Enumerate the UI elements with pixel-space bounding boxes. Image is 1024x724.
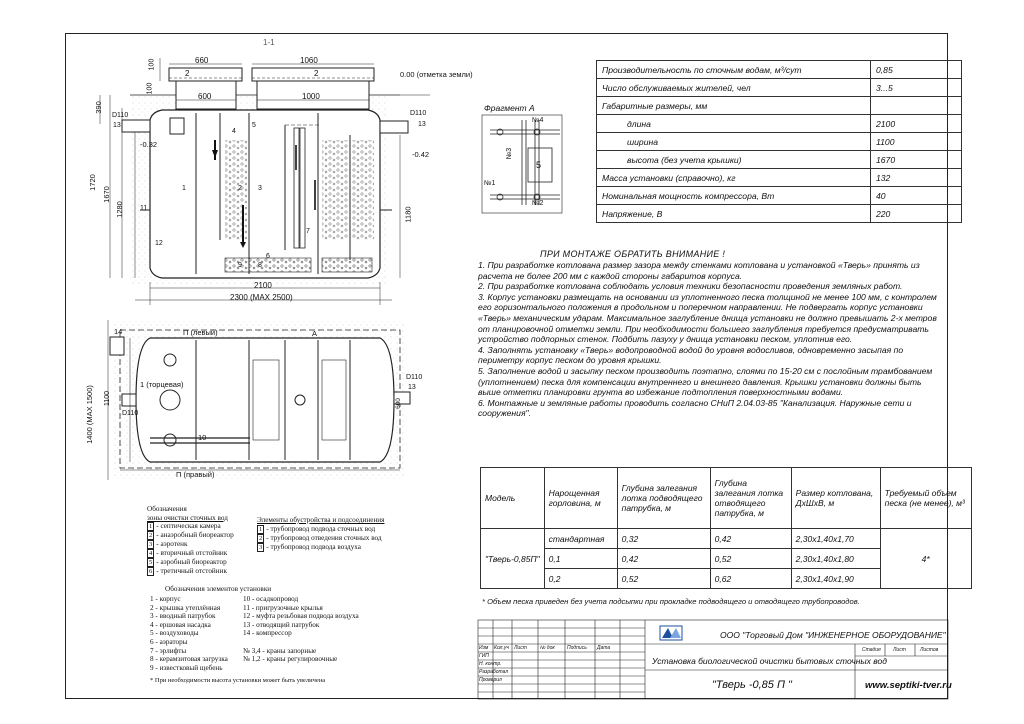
fragment-valve-2: №2 (532, 200, 544, 207)
n13-left: 13 (113, 122, 121, 129)
plan-w1100: 1100 (104, 390, 112, 407)
spec-row (597, 151, 962, 169)
legend-item (147, 531, 234, 540)
company-logo (660, 626, 682, 640)
compressor-box (110, 337, 124, 355)
spec-name: Масса установки (справочно), кг (597, 169, 871, 187)
section-label: 1-1 (263, 38, 275, 47)
lid-label-left: 2 (185, 69, 190, 78)
legend-number-box: 2 (149, 532, 153, 540)
legend-number-box: 3 (149, 541, 153, 549)
legend-element-item: 12 - муфта резьбовая подвода воздуха (243, 612, 359, 621)
part-11: 11 (140, 205, 148, 212)
legend-pipes (257, 516, 384, 552)
legend-element-item: 6 - аэраторы (150, 637, 188, 646)
legend-item (257, 543, 384, 552)
models-footnote: * Объем песка приведен без учета подсыпки при прокладке подводящего и отводящего трубопроводов. (482, 597, 860, 606)
dim-1280: 1280 (114, 201, 124, 218)
dim-1670: 1670 (101, 186, 111, 203)
models-header-neck: Нарощенная горловина, м (544, 468, 617, 529)
part-6: 6 (266, 253, 270, 260)
models-neck: 0,2 (544, 569, 617, 589)
tb-role-nkontr: Н. контр. (479, 661, 502, 667)
fragment-a-pipes (490, 120, 560, 205)
part-1: 1 (182, 185, 186, 192)
models-header-sand: Требуемый объем песка (не менее), м³ (880, 468, 971, 529)
n13-right: 13 (418, 121, 426, 128)
legend-number-box: 2 (259, 534, 263, 542)
plan-left-wall: П (левый) (183, 328, 218, 337)
spec-row (597, 169, 962, 187)
legend-element-item: 7 - эрлифты (150, 646, 187, 655)
legend-element-item: 1 - корпус (150, 595, 181, 603)
spec-value (871, 97, 962, 115)
models-pit: 2,30х1,40х1,80 (791, 549, 880, 569)
legend-element-item: 10 - осадкопровод (243, 595, 299, 603)
d110-left: D110 (112, 112, 129, 119)
spec-name: высота (без учета крышки) (597, 151, 871, 169)
part-2: 2 (238, 185, 242, 192)
models-outlet: 0,42 (710, 529, 791, 549)
dim-390: 390 (93, 101, 103, 114)
spec-row (597, 97, 962, 115)
dim-660: 660 (195, 56, 209, 65)
note-item: 1. При разработке котлована размер зазора между стенками котлована и установкой «Тверь» принять из расчета не более 200 мм с каждой стороны габаритов корпуса. (478, 260, 920, 281)
legend-elements-title: Обозначения элементов установки (165, 585, 272, 593)
tb-col-date: Дата (597, 645, 611, 651)
spec-table (596, 60, 962, 223)
legend-item-text: - трубопровод подвода воздуха (266, 542, 361, 551)
spec-row (597, 61, 962, 79)
website-link[interactable]: www.septiki-tver.ru (865, 680, 952, 691)
legend-item (257, 525, 384, 534)
plan-d110-left: D110 (122, 410, 139, 417)
legend-element-item: № 1,2 - краны регулировочные (243, 655, 338, 664)
legend-pipes-title: Элементы обустройства и подсоединения (257, 516, 385, 524)
legend-item (147, 567, 234, 576)
part-5: 5 (252, 122, 256, 129)
dim-1180: 1180 (403, 206, 413, 223)
legend-title: Обозначения (147, 505, 187, 513)
models-model-name: "Тверь-0,85П" (481, 529, 545, 589)
notes-title: ПРИ МОНТАЖЕ ОБРАТИТЬ ВНИМАНИЕ ! (540, 249, 726, 259)
spec-value: 132 (871, 169, 962, 187)
dim-2100: 2100 (254, 281, 272, 290)
plan-n10: 10 (198, 433, 207, 442)
spec-name: Число обслуживаемых жителей, чел (597, 79, 871, 97)
tb-role-gip: ГИП (479, 653, 489, 659)
legend-number-box: 1 (259, 525, 263, 533)
tb-sheets: Листов (920, 647, 939, 653)
note-item: 6. Монтажные и земляные работы проводить согласно СНиП 2.04.03-85 "Канализация. Наружные сети и сооружения". (478, 397, 912, 419)
drawing-description: Установка биологической очистки бытовых сточных вод (652, 656, 887, 666)
tb-col-izm: Изм (479, 645, 489, 651)
legend-zones (147, 505, 234, 576)
part-12: 12 (155, 240, 163, 247)
models-header-inlet: Глубина залегания лотка подводящего патрубка, м (617, 468, 710, 529)
model-title: "Тверь -0,85 П " (712, 679, 792, 691)
models-pit: 2,30х1,40х1,70 (791, 529, 880, 549)
spec-value: 2100 (871, 115, 962, 133)
spec-row (597, 115, 962, 133)
spec-value: 1670 (871, 151, 962, 169)
models-inlet: 0,52 (617, 569, 710, 589)
tb-sheet: Лист (893, 647, 906, 653)
note-item: 2. При разработке котлована соблюдать условия техники безопасности проведения земляных работ. (478, 281, 903, 292)
legend-item-text: - анаэробный биореактор (156, 531, 234, 540)
spec-row (597, 205, 962, 223)
legend-element-item: 14 - компрессор (243, 629, 292, 638)
models-sand: 4* (880, 529, 971, 589)
dim-100-mid: 100 (146, 82, 154, 95)
legend-item (257, 534, 384, 543)
inlet-pipe (122, 120, 150, 132)
tb-col-doc: № док (540, 645, 555, 651)
spec-value: 3...5 (871, 79, 962, 97)
tb-role-prov: Проверил (479, 677, 502, 683)
spec-name: длина (597, 115, 871, 133)
spec-name: Габаритные размеры, мм (597, 97, 871, 115)
spec-value: 40 (871, 187, 962, 205)
models-inlet: 0,32 (617, 529, 710, 549)
spec-name: Номинальная мощность компрессора, Вт (597, 187, 871, 205)
plan-d110-right: D110 (406, 374, 423, 381)
installation-notes (478, 260, 943, 419)
models-inlet: 0,42 (617, 549, 710, 569)
mark-042: -0.42 (412, 150, 430, 159)
lid-right (252, 68, 374, 81)
legend-item-text: - трубопровод подвода сточных вод (266, 524, 376, 533)
spec-name: ширина (597, 133, 871, 151)
tb-col-list: Лист (514, 645, 527, 651)
legend-item-text: - септическая камера (156, 522, 221, 531)
legend-element-item: 4 - ершовая насадка (150, 620, 211, 629)
dim-2300: 2300 (MAX 2500) (230, 293, 293, 302)
legend-element-item (243, 638, 359, 647)
part-9: 9 (238, 262, 242, 269)
models-pit: 2,30х1,40х1,90 (791, 569, 880, 589)
spec-name: Производительность по сточным водам, м³/сут (597, 61, 871, 79)
models-table (480, 467, 972, 589)
legend-item (147, 558, 234, 567)
spec-name: Напряжение, В (597, 205, 871, 223)
part-8: 8 (258, 262, 262, 269)
spec-row (597, 133, 962, 151)
legend-item-text: - аэробный биореактор (156, 558, 227, 567)
note-item: 5. Заполнение водой и засыпку песком производить поэтапно, слоями по 15-20 см с послойным трамбованием (уплотнением) песка для компенсации внутреннего и внешнего давления. Крышки установки должны быть выше отметки планировки грунта во избежание подтопления поверхностными водами. (478, 365, 933, 398)
legend-element-item: 8 - керамзитовая загрузка (150, 655, 228, 664)
legend-number-box: 1 (149, 523, 153, 531)
legend-item-text: - трубопровод отведения сточных вод (266, 533, 382, 542)
fragment-title: Фрагмент А (484, 103, 535, 113)
plan-n14: 14 (114, 327, 123, 336)
outlet-pipe (380, 121, 408, 133)
plan-n600: 600 (394, 398, 402, 409)
legend-element-item: № 3,4 - краны запорные (243, 646, 317, 655)
brush-media-2 (322, 140, 348, 240)
spec-value: 220 (871, 205, 962, 223)
fragment-valve-1: №1 (484, 180, 496, 187)
legend-element-item: 11 - пригрузочные крылья (243, 603, 323, 612)
legend-item (147, 549, 234, 558)
models-outlet: 0,52 (710, 549, 791, 569)
legend-elements-left (150, 595, 228, 672)
ground-mark: 0.00 (отметка земли) (400, 70, 473, 79)
legend-item-text: - вторичный отстойник (156, 549, 228, 558)
legend-number-box: 5 (149, 559, 153, 567)
dim-100-top: 100 (148, 58, 156, 71)
note-item: 3. Корпус установки размещать на основании из уплотненного песка толщиной не менее 100 мм, с контролем его горизонтального положения в продольном и поперечном направлении. Не подвергать корпус установки «Тверь» механическим ударам. Максимальное заглубление днища установки не должно превышать 2-х метров от планировочной отметки земли. При необходимости большего заглубления требуется предусматривать устройство подпорных стенок. Подбить пазуху у днища установки песком, уплотнив его. (478, 291, 937, 345)
legend-number-box: 6 (149, 568, 153, 576)
legend-item (147, 540, 234, 549)
company-name: ООО "Торговый Дом "ИНЖЕНЕРНОЕ ОБОРУДОВАНИЕ" (720, 630, 946, 640)
plan-h1400: 1400 (MAX 1500) (84, 385, 94, 444)
lid-label-right: 2 (314, 69, 319, 78)
legend-number-box: 3 (259, 543, 263, 551)
spec-value: 1100 (871, 133, 962, 151)
mark-032: -0.32 (140, 140, 158, 149)
tb-col-koluch: Кол.уч (494, 645, 509, 651)
legend-item-text: - третичный отстойник (156, 567, 227, 576)
dim-1720: 1720 (87, 174, 97, 191)
legend-element-item: 5 - воздуховоды (150, 629, 199, 638)
legend-element-item: 3 - вводный патрубок (150, 612, 216, 621)
legend-element-item: 9 - известковый щебень (150, 663, 223, 672)
models-header-pit: Размер котлована, ДхШхВ, м (791, 468, 880, 529)
models-neck: стандартная (544, 529, 617, 549)
part-3: 3 (258, 185, 262, 192)
plan-end-wall: 1 (торцевая) (140, 380, 184, 389)
legend-element-item: 13 - отводящий патрубок (243, 620, 320, 629)
legend-item (147, 522, 234, 531)
d110-right: D110 (410, 110, 427, 117)
legend-footnote: * При необходимости высота установки может быть увеличена (150, 677, 326, 684)
plan-n13: 13 (408, 384, 416, 391)
dim-600: 600 (198, 92, 212, 101)
legend-elements-right (243, 595, 359, 664)
models-header-outlet: Глубина залегания лотка отводящего патрубка, м (710, 468, 791, 529)
legend-item-text: - аэротенк (156, 540, 188, 549)
fragment-valve-4: №4 (532, 117, 544, 124)
fragment-valve-3: №3 (506, 147, 514, 160)
models-outlet: 0,62 (710, 569, 791, 589)
tb-col-sign: Подпись (567, 645, 587, 651)
lid-left (169, 68, 242, 81)
dim-1000: 1000 (302, 92, 320, 101)
legend-subtitle: зоны очистки сточных вод (147, 513, 228, 522)
tb-stage: Стадия (862, 647, 881, 653)
brush-media-3 (352, 140, 374, 240)
legend-number-box: 4 (149, 550, 153, 558)
tb-role-razrab: Разработал (479, 669, 509, 675)
dim-1060: 1060 (300, 56, 318, 65)
spec-row (597, 79, 962, 97)
plan-right-wall: П (правый) (176, 470, 215, 479)
models-neck: 0,1 (544, 549, 617, 569)
legend-element-item: 2 - крышка утеплённая (150, 603, 221, 612)
part-7: 7 (306, 228, 310, 235)
spec-row (597, 187, 962, 205)
part-4: 4 (232, 128, 236, 135)
spec-value: 0,85 (871, 61, 962, 79)
models-header-model: Модель (481, 468, 545, 529)
fragment-part-5: 5 (536, 160, 542, 170)
note-item: 4. Заполнять установку «Тверь» водопроводной водой до уровня водосливов, одновременно засыпая по периметру корпус песком до уровня крышки. (478, 344, 904, 366)
plan-section-a: A (312, 329, 318, 338)
